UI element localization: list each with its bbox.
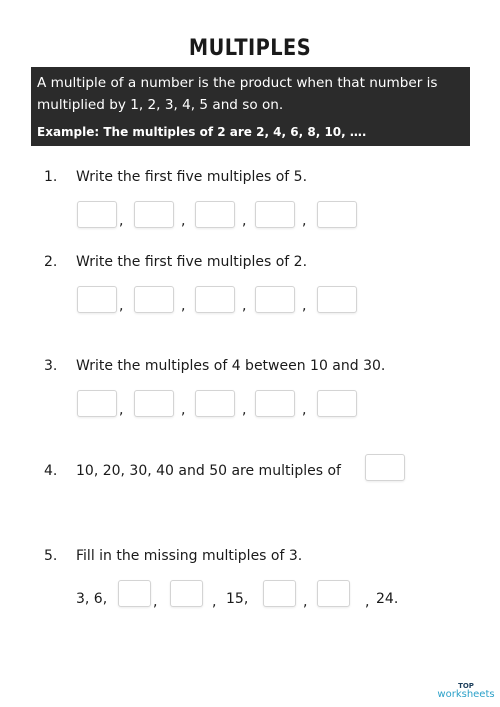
question-number: 3.	[44, 358, 58, 374]
answer-box-2-1[interactable]	[77, 286, 117, 313]
answer-box-5-3[interactable]	[263, 580, 296, 607]
answer-box-2-3[interactable]	[195, 286, 235, 313]
topworksheets-logo	[436, 683, 496, 700]
answer-box-1-5[interactable]	[317, 201, 357, 228]
question-number: 4.	[44, 463, 58, 479]
comma: ,	[242, 298, 247, 314]
comma: ,	[181, 402, 186, 418]
comma: ,	[119, 298, 124, 314]
answer-box-2-4[interactable]	[255, 286, 295, 313]
question-number: 1.	[44, 169, 58, 185]
definition-box	[31, 67, 470, 146]
answer-box-1-4[interactable]	[255, 201, 295, 228]
comma: ,	[302, 402, 307, 418]
answer-box-1-2[interactable]	[134, 201, 174, 228]
example-text: The multiples of 2 are 2, 4, 6, 8, 10, ….	[103, 125, 367, 139]
comma: ,	[119, 402, 124, 418]
example-label: Example:	[37, 125, 100, 139]
answer-box-3-3[interactable]	[195, 390, 235, 417]
answer-box-2-2[interactable]	[134, 286, 174, 313]
answer-box-4[interactable]	[365, 454, 405, 481]
comma: ,	[302, 298, 307, 314]
answer-box-2-5[interactable]	[317, 286, 357, 313]
answer-box-5-4[interactable]	[317, 580, 350, 607]
question-text: Fill in the missing multiples of 3.	[76, 548, 303, 564]
sequence-end: 24.	[376, 591, 399, 607]
answer-box-1-1[interactable]	[77, 201, 117, 228]
question-text: Write the first five multiples of 5.	[76, 169, 308, 185]
question-number: 5.	[44, 548, 58, 564]
answer-box-3-5[interactable]	[317, 390, 357, 417]
question-2	[44, 254, 307, 270]
answer-box-5-1[interactable]	[118, 580, 151, 607]
sequence-start: 3, 6,	[76, 591, 108, 607]
question-text: Write the multiples of 4 between 10 and 30.	[76, 358, 386, 374]
comma: ,	[365, 594, 370, 610]
logo-top-text: TOP	[458, 682, 474, 690]
comma: ,	[242, 402, 247, 418]
answer-box-1-3[interactable]	[195, 201, 235, 228]
question-1	[44, 169, 307, 185]
question-text: Write the first five multiples of 2.	[76, 254, 308, 270]
comma: ,	[303, 594, 308, 610]
comma: ,	[181, 213, 186, 229]
comma: ,	[212, 594, 217, 610]
comma: ,	[242, 213, 247, 229]
comma: ,	[153, 594, 158, 610]
comma: ,	[181, 298, 186, 314]
logo-name-text: worksheets	[437, 689, 495, 700]
question-4	[44, 463, 341, 479]
question-5	[44, 548, 302, 564]
example-line	[37, 125, 366, 139]
answer-box-3-4[interactable]	[255, 390, 295, 417]
answer-box-5-2[interactable]	[170, 580, 203, 607]
sequence-middle: 15,	[226, 591, 249, 607]
question-number: 2.	[44, 254, 58, 270]
answer-box-3-2[interactable]	[134, 390, 174, 417]
question-text: 10, 20, 30, 40 and 50 are multiples of	[76, 463, 341, 479]
definition-text: A multiple of a number is the product when that number is multiplied by 1, 2, 3, 4, 5 and so on.	[37, 75, 438, 113]
page-title: MULTIPLES	[188, 36, 312, 61]
comma: ,	[119, 213, 124, 229]
answer-box-3-1[interactable]	[77, 390, 117, 417]
question-3	[44, 358, 385, 374]
comma: ,	[302, 213, 307, 229]
